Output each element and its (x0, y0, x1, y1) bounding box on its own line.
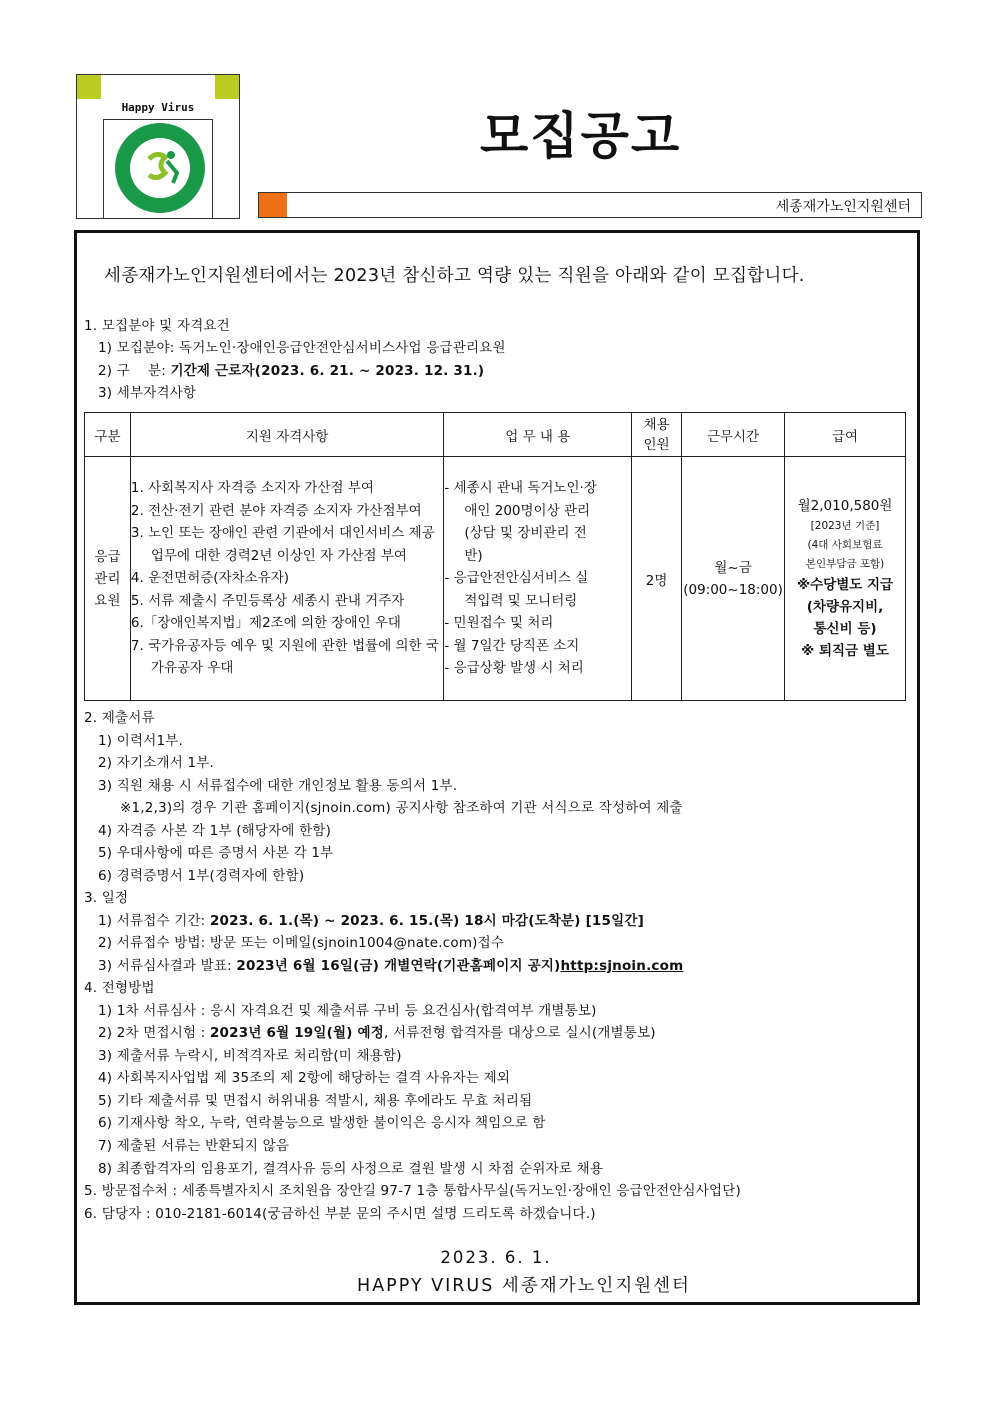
seal-icon (113, 121, 207, 215)
pay-amount: 월2,010,580원 (797, 498, 893, 514)
duty-item: - 응급안전안심서비스 실적입력 및 모니터링 (444, 570, 589, 609)
section3-line1: 1) 서류접수 기간: 2023. 6. 1.(목) ~ 2023. 6. 15.(목) 18시 마감(도착분) [15일간] (98, 913, 644, 929)
section2-item: 2) 자기소개서 1부. (98, 755, 214, 771)
headcount-cell: 2명 (632, 457, 682, 701)
org-marker (259, 193, 287, 217)
duty-item: - 월 7일간 당직폰 소지 (444, 637, 580, 654)
section3-line3: 3) 서류심사결과 발표: 2023년 6월 16일(금) 개별연락(기관홈페이지 공지)http:sjnoin.com (98, 958, 684, 974)
section4-line4: 4) 사회복지사업법 제 35조의 제 2항에 해당하는 결격 사유자는 제외 (98, 1070, 511, 1086)
qualification-item: 3. 노인 또는 장애인 관련 기관에서 대인서비스 제공 업무에 대한 경력2년 이상인 자 가산점 부여 (130, 525, 435, 564)
section4-line6: 6) 기재사항 착오, 누락, 연락불능으로 발생한 불이익은 응시자 책임으로 함 (98, 1115, 546, 1131)
pay-allowance: (차량유지비, (806, 599, 884, 615)
qualification-item: 2. 전산·전기 관련 분야 자격증 소지자 가산점부여 (130, 502, 422, 519)
requirements-table (84, 412, 906, 701)
hours-time: (09:00~18:00) (683, 581, 783, 598)
org-bar (258, 192, 922, 218)
section4-line8: 8) 최종합격자의 임용포기, 결격사유 등의 사정으로 결원 발생 시 차점 순위자로 채용 (98, 1161, 604, 1177)
section4-heading: 4. 전형방법 (84, 980, 155, 996)
pay-note: 본인부담금 포함) (805, 558, 885, 570)
section6-line: 6. 담당자 : 010-2181-6014(궁금하신 부분 문의 주시면 설명 드리도록 하겠습니다.) (84, 1206, 596, 1222)
hours-cell (682, 457, 785, 701)
section2-heading: 2. 제출서류 (84, 710, 155, 726)
pay-severance: ※ 퇴직금 별도 (801, 643, 889, 659)
pay-basis: [2023년 기준] (810, 520, 880, 532)
logo-name: Happy Virus (121, 101, 195, 114)
header-headcount: 채용 인원 (632, 413, 682, 457)
section1-heading: 1. 모집분야 및 자격요건 (84, 318, 230, 334)
qualification-item: 5. 서류 제출시 주민등록상 세종시 관내 거주자 (130, 592, 405, 609)
header-duties: 업 무 내 용 (444, 413, 632, 457)
page-title: 모집공고 (480, 107, 682, 165)
section1-line1: 1) 모집분야: 독거노인·장애인응급안전안심서비스사업 응급관리요원 (98, 340, 506, 356)
section2-item: 3) 직원 채용 시 서류접수에 대한 개인정보 활용 동의서 1부. (98, 778, 458, 794)
homepage-link[interactable]: http:sjnoin.com (560, 958, 684, 974)
intro-text: 세종재가노인지원센터에서는 2023년 참신하고 역량 있는 직원을 아래와 같이 모집합니다. (104, 266, 805, 286)
section2-item: 6) 경력증명서 1부(경력자에 한함) (98, 868, 305, 884)
hours-days: 월~금 (714, 559, 752, 576)
logo-tab-left (77, 75, 101, 99)
qualification-item: 6.「장애인복지법」제2조에 의한 장애인 우대 (130, 615, 401, 632)
header-hours: 근무시간 (682, 413, 785, 457)
section4-line3: 3) 제출서류 누락시, 비적격자로 처리함(미 채용함) (98, 1048, 402, 1064)
pay-allowance: ※수당별도 지급 (796, 577, 894, 593)
pay-allowance: 통신비 등) (813, 621, 877, 637)
footer-date: 2023. 6. 1. (440, 1248, 552, 1267)
qualifications-cell (130, 457, 443, 701)
table-row (85, 457, 906, 701)
qualification-item: 1. 사회복지사 자격증 소지자 가산점 부여 (130, 480, 374, 497)
header-category: 구분 (85, 413, 131, 457)
section2-item: 1) 이력서1부. (98, 733, 183, 749)
section2-note: ※1,2,3)의 경우 기관 홈페이지(sjnoin.com) 공지사항 참조하여 기관 서식으로 작성하여 제출 (120, 800, 683, 816)
header-qualifications: 지원 자격사항 (130, 413, 443, 457)
section4-line5: 5) 기타 제출서류 및 면접시 허위내용 적발시, 채용 후에라도 무효 처리됨 (98, 1093, 533, 1109)
pay-cell (785, 457, 906, 701)
section4-line1: 1) 1차 서류심사 : 응시 자격요건 및 제출서류 구비 등 요건심사(합격여부 개별통보) (98, 1003, 597, 1019)
section5-line: 5. 방문접수처 : 세종특별자치시 조치원읍 장안길 97-7 1층 통합사무실(독거노인·장애인 응급안전안심사업단) (84, 1183, 741, 1199)
table-header-row (85, 413, 906, 457)
section1-line2: 2) 구 분: 기간제 근로자(2023. 6. 21. ~ 2023. 12. 31.) (98, 363, 485, 379)
section4-line7: 7) 제출된 서류는 반환되지 않음 (98, 1138, 290, 1154)
section3-heading: 3. 일정 (84, 890, 129, 906)
duty-item: - 세종시 관내 독거노인·장애인 200명이상 관리 (상담 및 장비관리 전반) (444, 480, 597, 564)
duty-item: - 민원접수 및 처리 (444, 615, 554, 632)
logo (76, 74, 240, 219)
header-pay: 급여 (785, 413, 906, 457)
pay-note: (4대 사회보험료 (807, 539, 883, 551)
logo-tab-right (215, 75, 239, 99)
duties-cell (444, 457, 632, 701)
section1-line3: 3) 세부자격사항 (98, 385, 197, 401)
category-cell: 응급 관리 요원 (85, 457, 131, 701)
duty-item: - 응급상황 발생 시 처리 (444, 660, 584, 677)
qualification-item: 4. 운전면허증(자차소유자) (130, 570, 290, 587)
section4-line2: 2) 2차 면접시험 : 2023년 6월 19일(월) 예정, 서류전형 합격자를 대상으로 실시(개별통보) (98, 1025, 656, 1041)
org-name: 세종재가노인지원센터 (775, 199, 911, 215)
section3-line2: 2) 서류접수 방법: 방문 또는 이메일(sjnoin1004@nate.com)접수 (98, 935, 505, 951)
qualification-item: 7. 국가유공자등 예우 및 지원에 관한 법률에 의한 국가유공자 우대 (130, 637, 439, 677)
footer-org: HAPPY VIRUS 세종재가노인지원센터 (357, 1276, 691, 1296)
section2-item: 5) 우대사항에 따른 증명서 사본 각 1부 (98, 845, 334, 861)
section2-item: 4) 자격증 사본 각 1부 (해당자에 한함) (98, 823, 332, 839)
